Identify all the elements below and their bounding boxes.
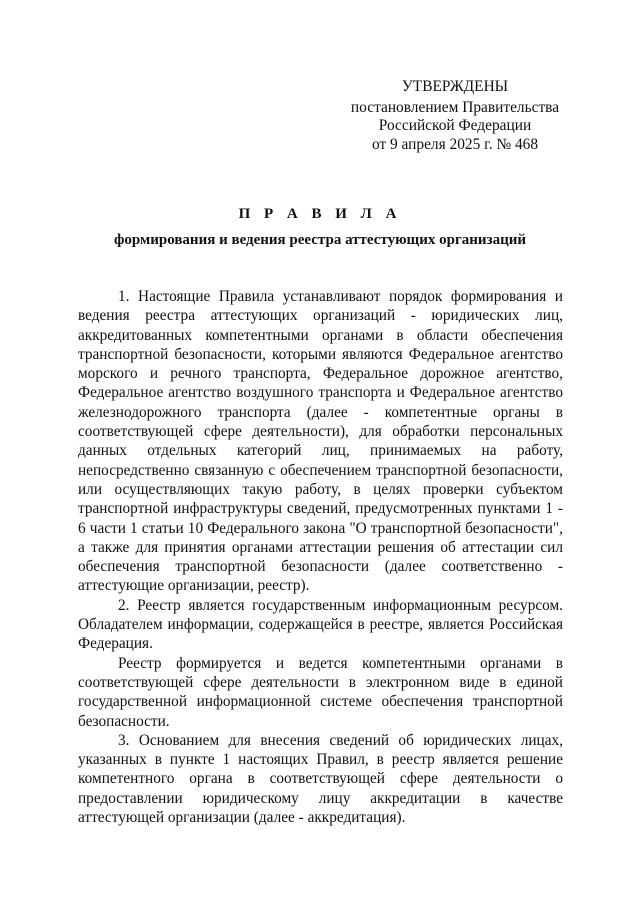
paragraph-1: 1. Настоящие Правила устанавливают порядок формирования и ведения реестра аттестующих организаций - юридических лиц, аккредитованных компетентными органами в области обеспечения транспортной безопасности, которыми являются Федеральное агентство морского и речного транспорта, Федеральное дорожное агентство, Федеральное агентство воздушного транспорта и Федеральное агентство железнодорожного транспорта (далее - компетентные органы в соответствующей сфере деятельности), для обработки персональных данных отдельных категорий лиц, принимаемых на работу, непосредственно связанную с обеспечением транспортной безопасности, или осуществляющих такую работу, в целях проверки субъектом транспортной инфраструктуры сведений, предусмотренных пунктами 1 - 6 части 1 статьи 10 Федерального закона "О транспортной безопасности", а также для принятия органами аттестации решения об аттестации сил обеспечения транспортной безопасности (далее соответственно - аттестующие организации, реестр). <box>78 288 563 595</box>
document-title: П Р А В И Л А <box>238 206 402 222</box>
paragraph-2-continued: Реестр формируется и ведется компетентными органами в соответствующей сфере деятельности в электронном виде в единой государственной информационной системе обеспечения транспортной безопасности. <box>78 654 563 730</box>
approval-line-date: от 9 апреля 2025 г. № 468 <box>371 135 539 153</box>
document-subtitle: формирования и ведения реестра аттестующих организаций <box>114 232 526 248</box>
approval-line-federation: Российской Федерации <box>378 117 532 134</box>
approval-stamp <box>330 78 580 154</box>
document-body <box>78 287 563 827</box>
approval-title: УТВЕРЖДЕНЫ <box>401 78 509 95</box>
approval-line-decree: постановлением Правительства <box>350 98 560 116</box>
paragraph-3: 3. Основанием для внесения сведений об юридических лицах, указанных в пункте 1 настоящих Правил, в реестр является решение компетентного органа в соответствующей сфере деятельности о предоставлении юридическому лицу аккредитации в качестве аттестующей организации (далее - аккредитация). <box>78 731 563 827</box>
paragraph-2: 2. Реестр является государственным информационным ресурсом. Обладателем информации, содержащейся в реестре, является Российская Федерация. <box>78 596 563 653</box>
